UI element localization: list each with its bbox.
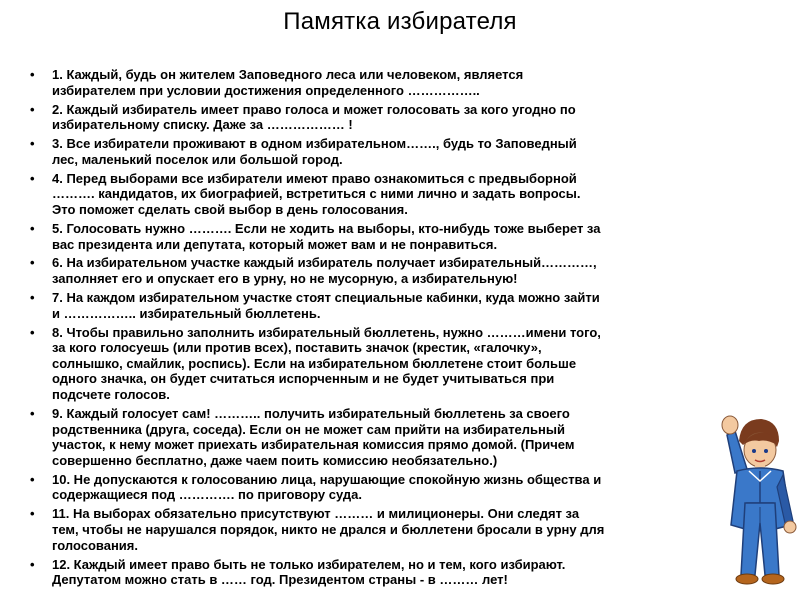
page-title: Памятка избирателя bbox=[283, 8, 517, 35]
item-text: 6. На избирательном участке каждый избиратель получает избирательный…………, заполняет его и опускает его в урну, но не мусорную, а избирательную! bbox=[52, 255, 597, 287]
bullet: • bbox=[30, 406, 35, 421]
list-item bbox=[30, 472, 720, 503]
bullet: • bbox=[30, 324, 35, 340]
bullet: • bbox=[30, 556, 35, 572]
right-eye bbox=[764, 449, 768, 453]
raised-fist bbox=[722, 416, 738, 434]
item-text: 12. Каждый имеет право быть не только избирателем, но и тем, кого избирают. Депутатом можно стать в …… год. Президентом страны - в ……… лет! bbox=[52, 556, 566, 588]
bullet: • bbox=[30, 290, 35, 306]
item-text: 1. Каждый, будь он жителем Заповедного леса или человеком, является избирателем при условии достижения определенного …………….. bbox=[52, 67, 524, 98]
item-text: 10. Не допускаются к голосованию лица, нарушающие спокойную жизнь общества и содержащиеся под …………. по приговору суда. bbox=[52, 471, 602, 503]
list-item bbox=[30, 506, 720, 553]
bullet: • bbox=[30, 255, 35, 271]
bullet: • bbox=[30, 506, 35, 522]
hand bbox=[784, 521, 796, 533]
bullet: • bbox=[30, 220, 35, 236]
list-item bbox=[30, 255, 720, 286]
item-text: 7. На каждом избирательном участке стоят специальные кабинки, куда можно зайти и …………….. избирательный бюллетень. bbox=[52, 290, 600, 321]
memo-list bbox=[30, 67, 720, 591]
left-eye bbox=[752, 449, 756, 453]
item-text: 8. Чтобы правильно заполнить избирательный бюллетень, нужно ………имени того, за кого голосуешь (или против всех), поставить значок (крестик, «галочку», солнышко, смайлик, роспись). Если на избирательном бюллетене стоит больше одного значка, он будет считаться испорченным и не будет учитываться при подсчете голосов. bbox=[52, 324, 601, 403]
item-text: 2. Каждый избиратель имеет право голоса и может голосовать за кого угодно по избирательному списку. Даже за ……………… ! bbox=[52, 101, 576, 133]
list-item bbox=[30, 325, 720, 403]
item-text: 3. Все избиратели проживают в одном избирательном……., будь то Заповедный лес, маленький поселок или большой город. bbox=[52, 136, 577, 167]
item-text: 5. Голосовать нужно ………. Если не ходить на выборы, кто-нибудь тоже выберет за вас президента или депутата, который может вам и не понравиться. bbox=[52, 220, 601, 252]
list-item bbox=[30, 136, 720, 167]
left-shoe bbox=[736, 574, 758, 584]
bullet: • bbox=[30, 471, 35, 487]
item-text: 9. Каждый голосует сам! ……….. получить избирательный бюллетень за своего родственника (друга, соседа). Если он не может сам прийти на избирательный участок, к нему может приехать избирательная комиссия прямо домой. (Причем совершенно бесплатно, даже чаем поить комиссию необязательно.) bbox=[52, 406, 575, 468]
bullet: • bbox=[30, 136, 35, 152]
list-item bbox=[30, 221, 720, 252]
right-shoe bbox=[762, 574, 784, 584]
list-item bbox=[30, 290, 720, 321]
list-item bbox=[30, 406, 720, 468]
bullet: • bbox=[30, 67, 35, 82]
list-item bbox=[30, 557, 720, 588]
item-text: 4. Перед выборами все избиратели имеют право ознакомиться с предвыборной ………. кандидатов, их биографией, встретиться с ними лично и задать вопросы. Это поможет сделать свой выбор в день голосования. bbox=[52, 170, 581, 217]
boy-illustration bbox=[705, 395, 800, 600]
item-text: 11. На выборах обязательно присутствуют ……… и милиционеры. Они следят за тем, чтобы не нарушался порядок, никто не дрался и бюллетени бросали в урну для голосования. bbox=[52, 506, 605, 553]
list-item bbox=[30, 171, 720, 218]
list-item bbox=[30, 67, 720, 98]
bullet: • bbox=[30, 101, 35, 117]
bullet: • bbox=[30, 170, 35, 186]
boy-raising-hand-icon bbox=[705, 395, 800, 600]
list-item bbox=[30, 102, 720, 133]
